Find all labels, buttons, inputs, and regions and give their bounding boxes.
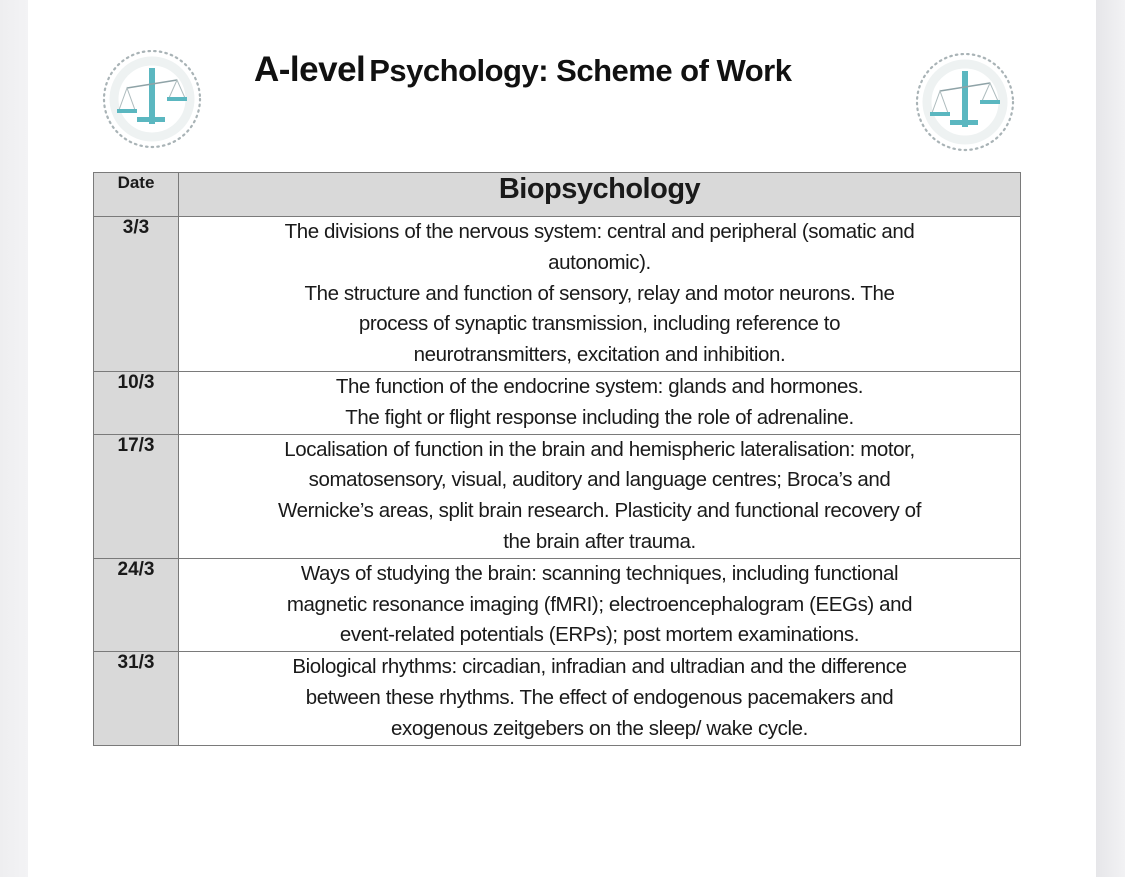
scales-of-justice-logo-icon bbox=[97, 44, 207, 154]
content-cell bbox=[179, 652, 1021, 745]
content-line: The structure and function of sensory, relay and motor neurons. The bbox=[304, 281, 895, 305]
date-cell: 17/3 bbox=[94, 434, 179, 558]
content-cell bbox=[179, 372, 1021, 435]
date-cell: 10/3 bbox=[94, 372, 179, 435]
content-line: somatosensory, visual, auditory and language centres; Broca’s and bbox=[308, 468, 891, 492]
scales-of-justice-logo-icon bbox=[910, 47, 1020, 157]
content-line: The function of the endocrine system: glands and hormones. bbox=[335, 375, 864, 398]
table-row bbox=[94, 372, 1021, 435]
content-line: The divisions of the nervous system: central and peripheral (somatic and bbox=[284, 220, 915, 243]
content-cell bbox=[179, 558, 1021, 651]
viewer-background-left bbox=[0, 0, 28, 877]
content-line: the brain after trauma. bbox=[503, 529, 696, 553]
content-line: autonomic). bbox=[548, 250, 651, 274]
table-row bbox=[94, 434, 1021, 558]
content-line: Wernicke’s areas, split brain research. Plasticity and functional recovery of bbox=[278, 499, 921, 523]
table-header-row bbox=[94, 173, 1021, 217]
content-line: Biological rhythms: circadian, infradian and ultradian and the difference bbox=[292, 655, 907, 679]
content-line: magnetic resonance imaging (fMRI); electroencephalogram (EEGs) and bbox=[286, 592, 913, 616]
content-line: neurotransmitters, excitation and inhibition. bbox=[413, 343, 786, 367]
title-rest: Psychology: Scheme of Work bbox=[369, 53, 792, 88]
content-line: event-related potentials (ERPs); post mortem examinations. bbox=[339, 623, 860, 647]
content-cell bbox=[179, 434, 1021, 558]
table-row bbox=[94, 217, 1021, 372]
content-line: between these rhythms. The effect of endogenous pacemakers and bbox=[305, 685, 894, 709]
title-prefix: A-level bbox=[254, 50, 366, 89]
topic-column-header: Biopsychology bbox=[179, 173, 1021, 217]
date-cell: 3/3 bbox=[94, 217, 179, 372]
content-line: The fight or flight response including the role of adrenaline. bbox=[345, 405, 854, 429]
date-column-header: Date bbox=[94, 173, 179, 217]
content-line: Localisation of function in the brain and hemispheric lateralisation: motor, bbox=[284, 437, 915, 461]
content-line: exogenous zeitgebers on the sleep/ wake cycle. bbox=[391, 716, 808, 740]
content-line: Ways of studying the brain: scanning techniques, including functional bbox=[300, 561, 899, 585]
scheme-of-work-table bbox=[93, 172, 1021, 746]
table-row bbox=[94, 652, 1021, 745]
document-title bbox=[254, 50, 894, 90]
viewer-scrollbar-track[interactable] bbox=[1096, 0, 1125, 877]
date-cell: 24/3 bbox=[94, 558, 179, 651]
table-row bbox=[94, 558, 1021, 651]
content-cell bbox=[179, 217, 1021, 372]
date-cell: 31/3 bbox=[94, 652, 179, 745]
content-line: process of synaptic transmission, including reference to bbox=[358, 312, 841, 336]
